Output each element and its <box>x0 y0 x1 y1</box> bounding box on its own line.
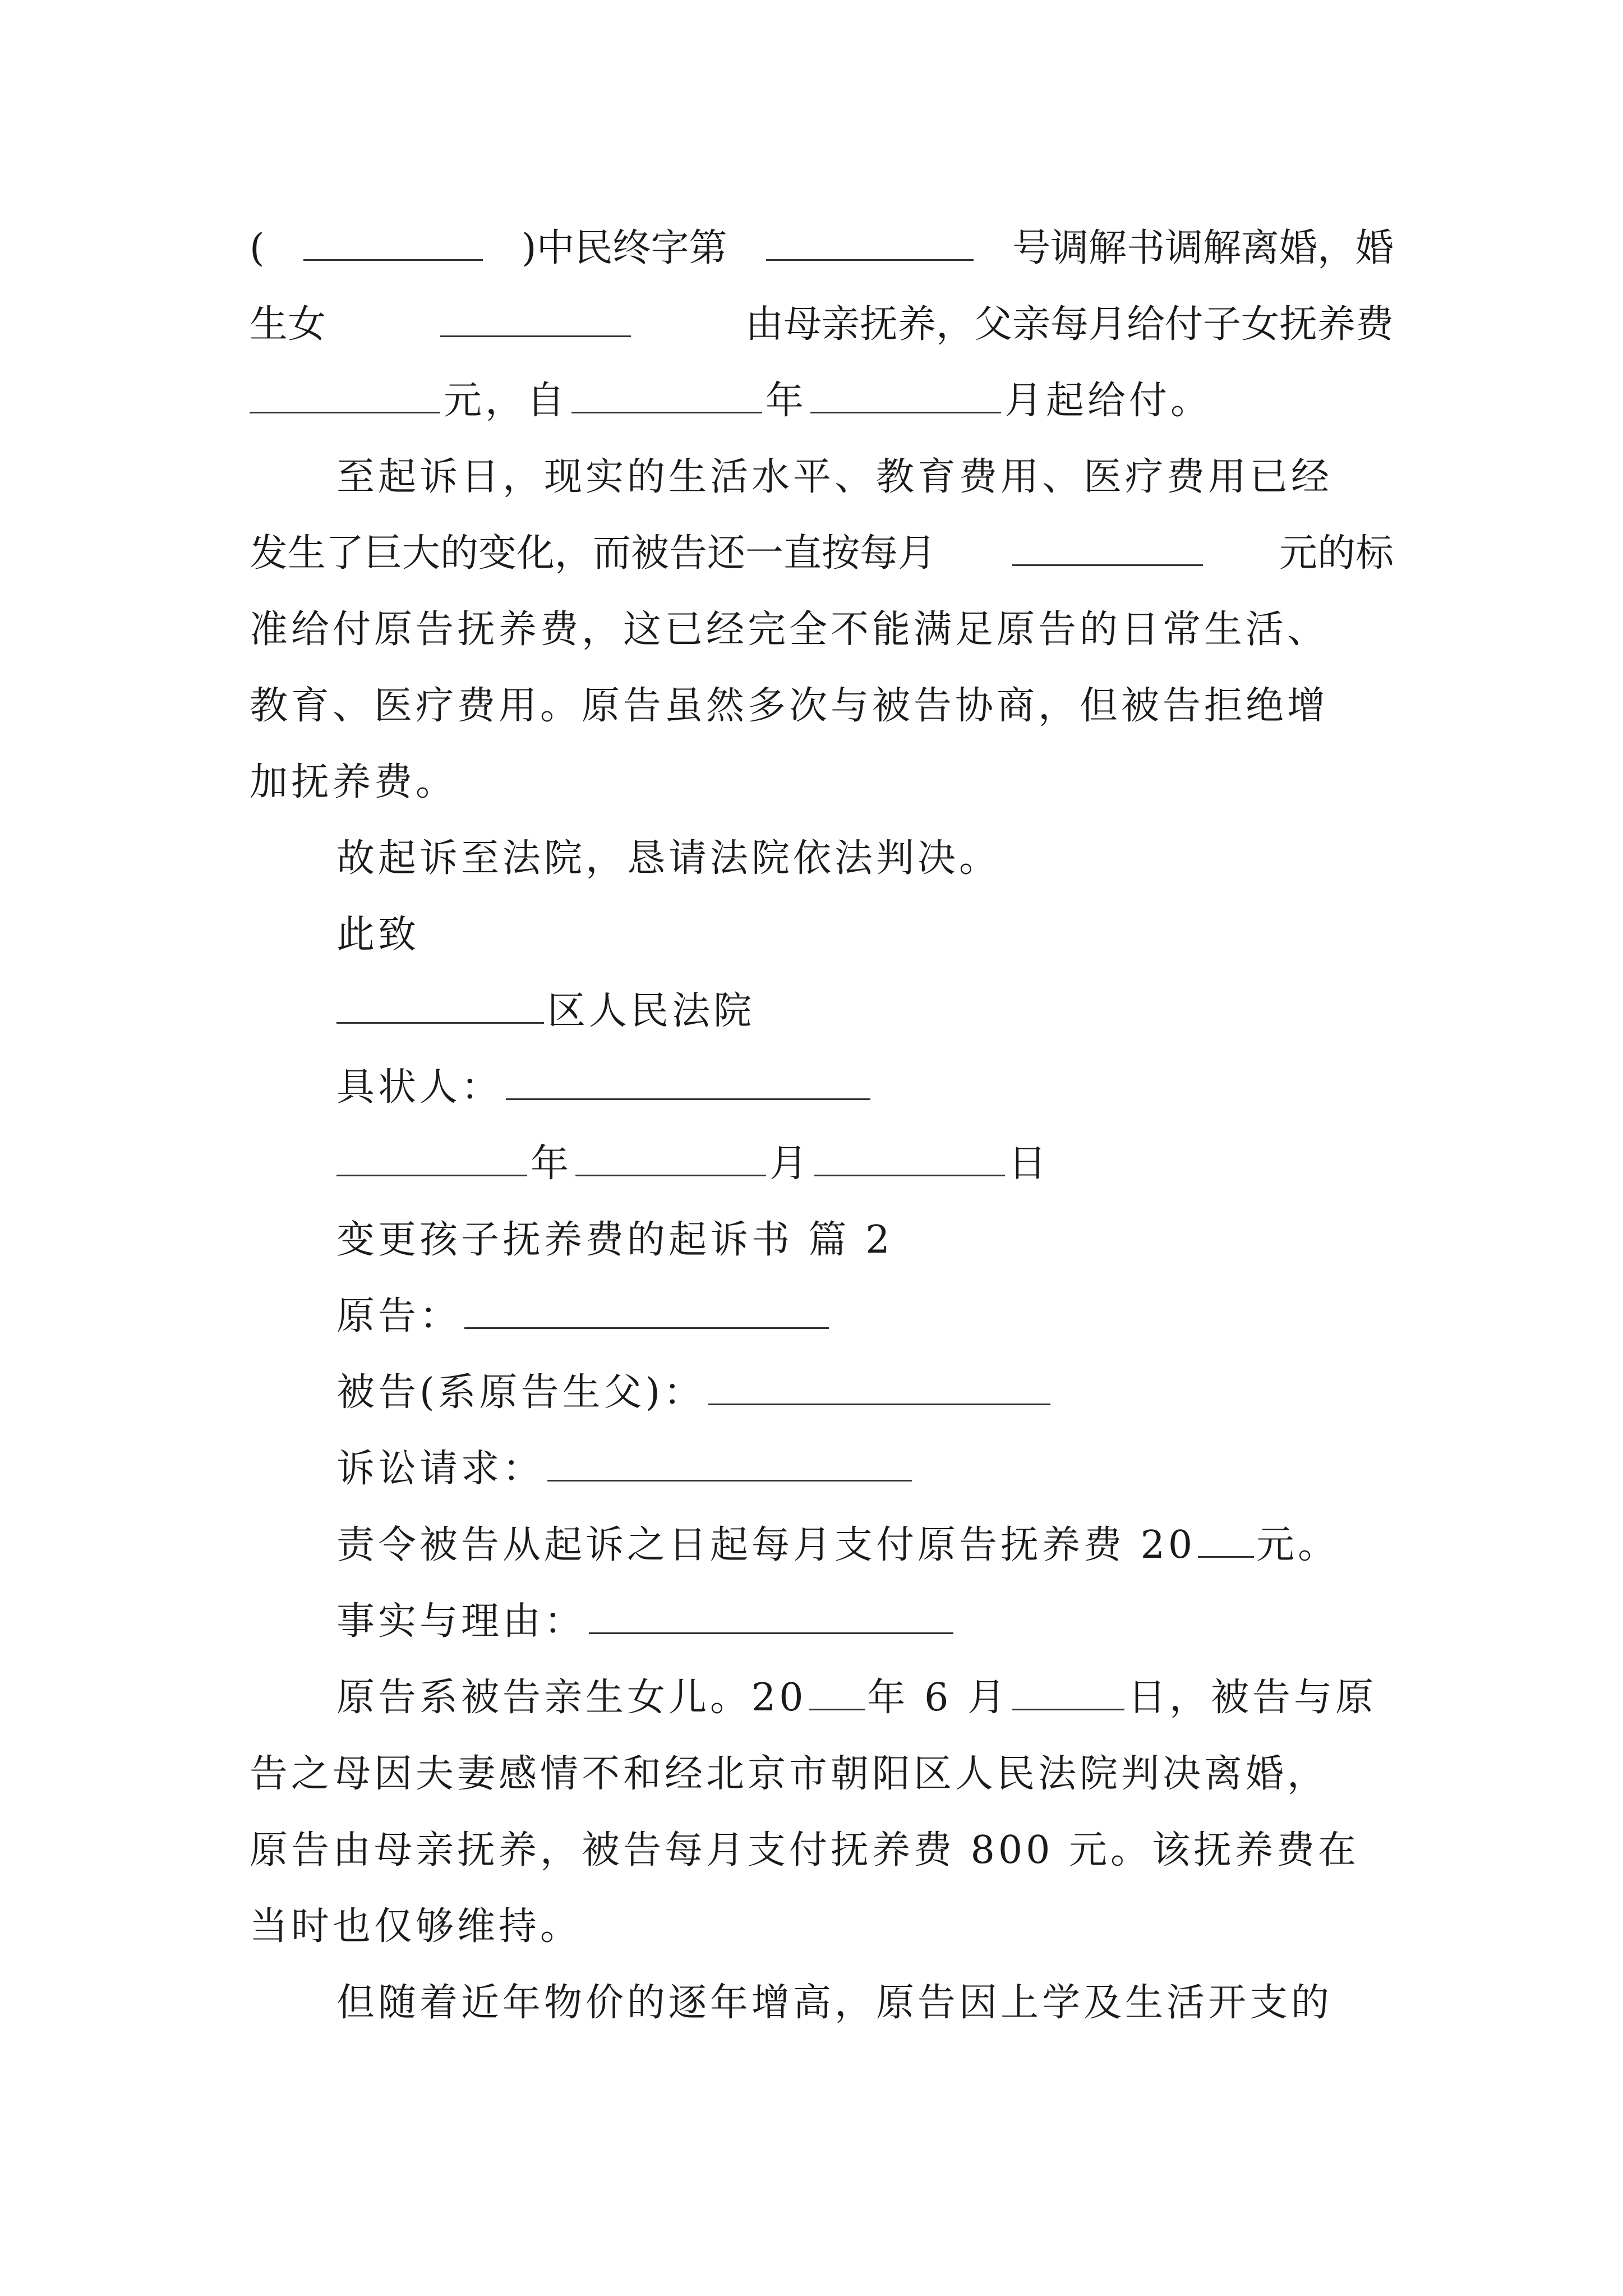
text-line <box>250 744 1394 821</box>
blank-underline <box>336 988 544 1024</box>
text-line <box>250 516 1394 592</box>
text-fragment: 年 6 月 <box>867 1676 1009 1720</box>
text-fragment: 年 <box>766 379 808 423</box>
text-line <box>250 897 1394 973</box>
text-fragment: 当时也仅够维持。 <box>250 1904 582 1949</box>
blank-underline <box>575 1140 766 1176</box>
text-fragment: 变更孩子抚养费的起诉书 篇 2 <box>336 1218 893 1262</box>
text-fragment: 元的标 <box>1279 531 1394 576</box>
text-line <box>250 363 1394 439</box>
text-fragment: 告之母因夫妻感情不和经北京市朝阳区人民法院判决离婚， <box>250 1752 1329 1796</box>
text-line <box>250 1050 1394 1126</box>
blank-underline <box>810 378 1001 413</box>
text-fragment: 至起诉日，现实的生活水平、教育费用、医疗费用已经 <box>336 455 1333 499</box>
blank-underline <box>814 1140 1005 1176</box>
text-fragment: 准给付原告抚养费，这已经完全不能满足原告的日常生活、 <box>250 608 1329 652</box>
text-fragment: 责令被告从起诉之日起每月支付原告抚养费 20 <box>336 1523 1196 1567</box>
text-fragment: 日，被告与原 <box>1128 1676 1377 1720</box>
blank-underline <box>303 225 483 261</box>
text-line <box>250 592 1394 668</box>
text-line <box>250 1126 1394 1202</box>
text-line <box>250 210 1394 287</box>
text-line <box>250 1584 1394 1660</box>
text-line <box>250 1507 1394 1584</box>
blank-underline <box>250 378 440 413</box>
blank-underline <box>571 378 762 413</box>
text-fragment: 加抚养费。 <box>250 760 458 804</box>
text-fragment: 日 <box>1008 1142 1050 1186</box>
text-line <box>250 1355 1394 1431</box>
text-line <box>250 1889 1394 1965</box>
text-line <box>250 1736 1394 1812</box>
text-fragment: ( <box>250 226 265 270</box>
blank-underline <box>589 1598 953 1634</box>
text-fragment: 月 <box>769 1142 811 1186</box>
text-line <box>250 287 1394 363</box>
document-body <box>250 210 1394 2041</box>
text-line <box>250 439 1394 516</box>
text-fragment: 年 <box>531 1142 573 1186</box>
text-fragment: 事实与理由： <box>336 1599 586 1644</box>
text-fragment: 此致 <box>336 913 420 957</box>
text-fragment: 元，自 <box>444 379 569 423</box>
blank-underline <box>506 1064 870 1100</box>
text-fragment: 被告(系原告生父)： <box>336 1370 706 1415</box>
text-fragment: 生女 <box>250 302 326 347</box>
text-line <box>250 1660 1394 1736</box>
text-fragment: 区人民法院 <box>547 989 755 1033</box>
text-fragment: 原告系被告亲生女儿。20 <box>336 1676 807 1720</box>
text-fragment: 原告由母亲抚养，被告每月支付抚养费 800 元。该抚养费在 <box>250 1828 1360 1872</box>
text-fragment: 由母亲抚养，父亲每月给付子女抚养费 <box>745 302 1394 347</box>
text-line <box>250 1812 1394 1889</box>
text-fragment: 具状人： <box>336 1065 503 1110</box>
text-line <box>250 668 1394 744</box>
blank-underline <box>1012 530 1203 566</box>
text-line <box>250 1965 1394 2041</box>
blank-underline <box>547 1446 912 1481</box>
text-fragment: 教育、医疗费用。原告虽然多次与被告协商，但被告拒绝增 <box>250 684 1329 728</box>
text-fragment: 原告： <box>336 1294 462 1338</box>
blank-underline <box>809 1674 865 1710</box>
blank-underline <box>766 225 974 261</box>
blank-underline <box>336 1140 527 1176</box>
blank-underline <box>440 301 631 337</box>
text-fragment: 发生了巨大的变化，而被告还一直按每月 <box>250 531 937 576</box>
text-fragment: 号调解书调解离婚，婚 <box>1012 226 1394 270</box>
blank-underline <box>1012 1674 1124 1710</box>
blank-underline <box>708 1369 1050 1405</box>
section-heading <box>250 1202 1394 1278</box>
text-fragment: 元。 <box>1256 1523 1340 1567</box>
text-fragment: 故起诉至法院，恳请法院依法判决。 <box>336 836 1001 881</box>
text-fragment: 月起给付。 <box>1004 379 1212 423</box>
text-fragment: )中民终字第 <box>521 226 727 270</box>
text-fragment: 诉讼请求： <box>336 1447 545 1491</box>
blank-underline <box>1198 1522 1254 1558</box>
text-line <box>250 1278 1394 1355</box>
blank-underline <box>464 1293 829 1329</box>
text-fragment: 但随着近年物价的逐年增高，原告因上学及生活开支的 <box>336 1981 1333 2025</box>
text-line <box>250 821 1394 897</box>
text-line <box>250 1431 1394 1507</box>
text-line <box>250 973 1394 1050</box>
